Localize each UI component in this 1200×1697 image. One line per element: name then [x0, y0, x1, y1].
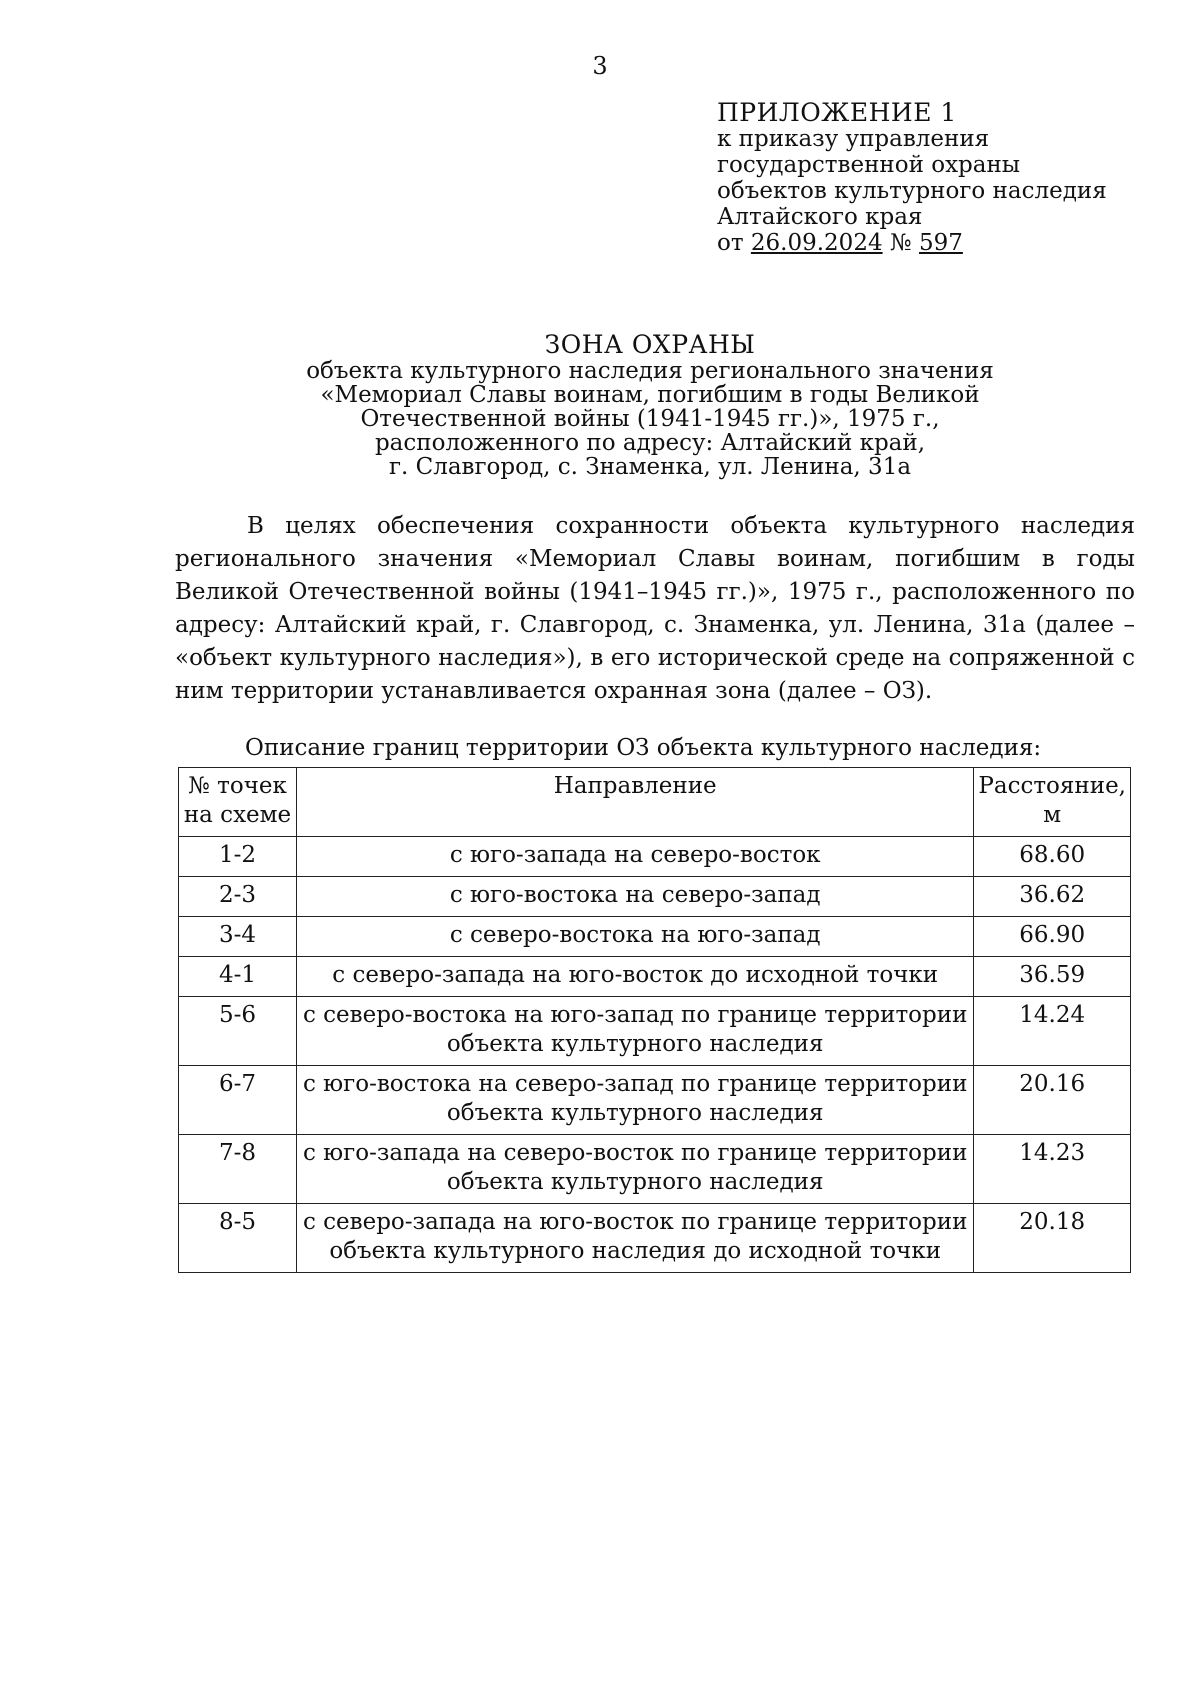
appendix-header [717, 100, 1187, 256]
table-row [179, 1204, 1131, 1273]
cell-distance: 36.59 [974, 957, 1131, 997]
order-number-sign: № [889, 230, 912, 256]
body-paragraph: В целях обеспечения сохранности объекта культурного наследия регионального значения «Мемориал Славы воинам, погибшим в годы Великой Отечественной войны (1941–1945 гг.)», 1975 г., расположенного по адресу: Алтайский край, г. Славгород, с. Знаменка, ул. Ленина, 31а (далее – «объект культурного наследия»), в его исторической среде на сопряженной с ним территории устанавливается охранная зона (далее – ОЗ). [175, 513, 1135, 704]
cell-direction: с юго-востока на северо-запад по границе территории объекта культурного наследия [297, 1066, 974, 1135]
zone-subtitle-line: г. Славгород, с. Знаменка, ул. Ленина, 31а [388, 454, 912, 480]
cell-points: 5-6 [179, 997, 297, 1066]
cell-points: 6-7 [179, 1066, 297, 1135]
cell-points: 3-4 [179, 917, 297, 957]
cell-distance: 14.24 [974, 997, 1131, 1066]
appendix-line: государственной охраны [717, 152, 1021, 178]
cell-points: 2-3 [179, 877, 297, 917]
zone-heading [250, 330, 1050, 480]
cell-direction: с северо-запада на юго-восток по границе территории объекта культурного наследия до исходной точки [297, 1204, 974, 1273]
table-header-row [179, 768, 1131, 837]
table-row [179, 1135, 1131, 1204]
cell-points: 7-8 [179, 1135, 297, 1204]
appendix-title: ПРИЛОЖЕНИЕ 1 [717, 98, 957, 127]
header-distance: Расстояние, м [974, 768, 1131, 837]
table-row [179, 1066, 1131, 1135]
appendix-line: Алтайского края [717, 204, 923, 230]
cell-direction: с юго-востока на северо-запад [297, 877, 974, 917]
appendix-line: к приказу управления [717, 126, 990, 152]
zone-subtitle-line: расположенного по адресу: Алтайский край, [374, 430, 926, 456]
table-caption: Описание границ территории ОЗ объекта культурного наследия: [245, 735, 1042, 761]
order-date: 26.09.2024 [750, 230, 883, 256]
order-date-prefix: от [717, 230, 744, 256]
header-direction: Направление [297, 768, 974, 837]
appendix-order-line [717, 230, 1187, 256]
header-points: № точек на схеме [179, 768, 297, 837]
zone-subtitle-line: «Мемориал Славы воинам, погибшим в годы Великой [320, 382, 980, 408]
appendix-line: объектов культурного наследия [717, 178, 1107, 204]
cell-distance: 14.23 [974, 1135, 1131, 1204]
table-row [179, 917, 1131, 957]
table-row [179, 957, 1131, 997]
cell-distance: 68.60 [974, 837, 1131, 877]
zone-subtitle-line: объекта культурного наследия регионального значения [306, 358, 994, 384]
zone-subtitle-line: Отечественной войны (1941-1945 гг.)», 1975 г., [360, 406, 940, 432]
page-number: 3 [592, 52, 608, 80]
table-row [179, 877, 1131, 917]
cell-points: 4-1 [179, 957, 297, 997]
cell-direction: с юго-запада на северо-восток [297, 837, 974, 877]
cell-direction: с северо-востока на юго-запад по границе территории объекта культурного наследия [297, 997, 974, 1066]
order-number: 597 [918, 230, 963, 256]
table-row [179, 837, 1131, 877]
cell-distance: 20.16 [974, 1066, 1131, 1135]
cell-distance: 20.18 [974, 1204, 1131, 1273]
cell-distance: 66.90 [974, 917, 1131, 957]
cell-direction: с северо-запада на юго-восток до исходной точки [297, 957, 974, 997]
boundary-table [178, 767, 1131, 1273]
table-row [179, 997, 1131, 1066]
cell-points: 1-2 [179, 837, 297, 877]
cell-points: 8-5 [179, 1204, 297, 1273]
cell-direction: с северо-востока на юго-запад [297, 917, 974, 957]
cell-direction: с юго-запада на северо-восток по границе территории объекта культурного наследия [297, 1135, 974, 1204]
zone-title: ЗОНА ОХРАНЫ [544, 330, 756, 359]
cell-distance: 36.62 [974, 877, 1131, 917]
